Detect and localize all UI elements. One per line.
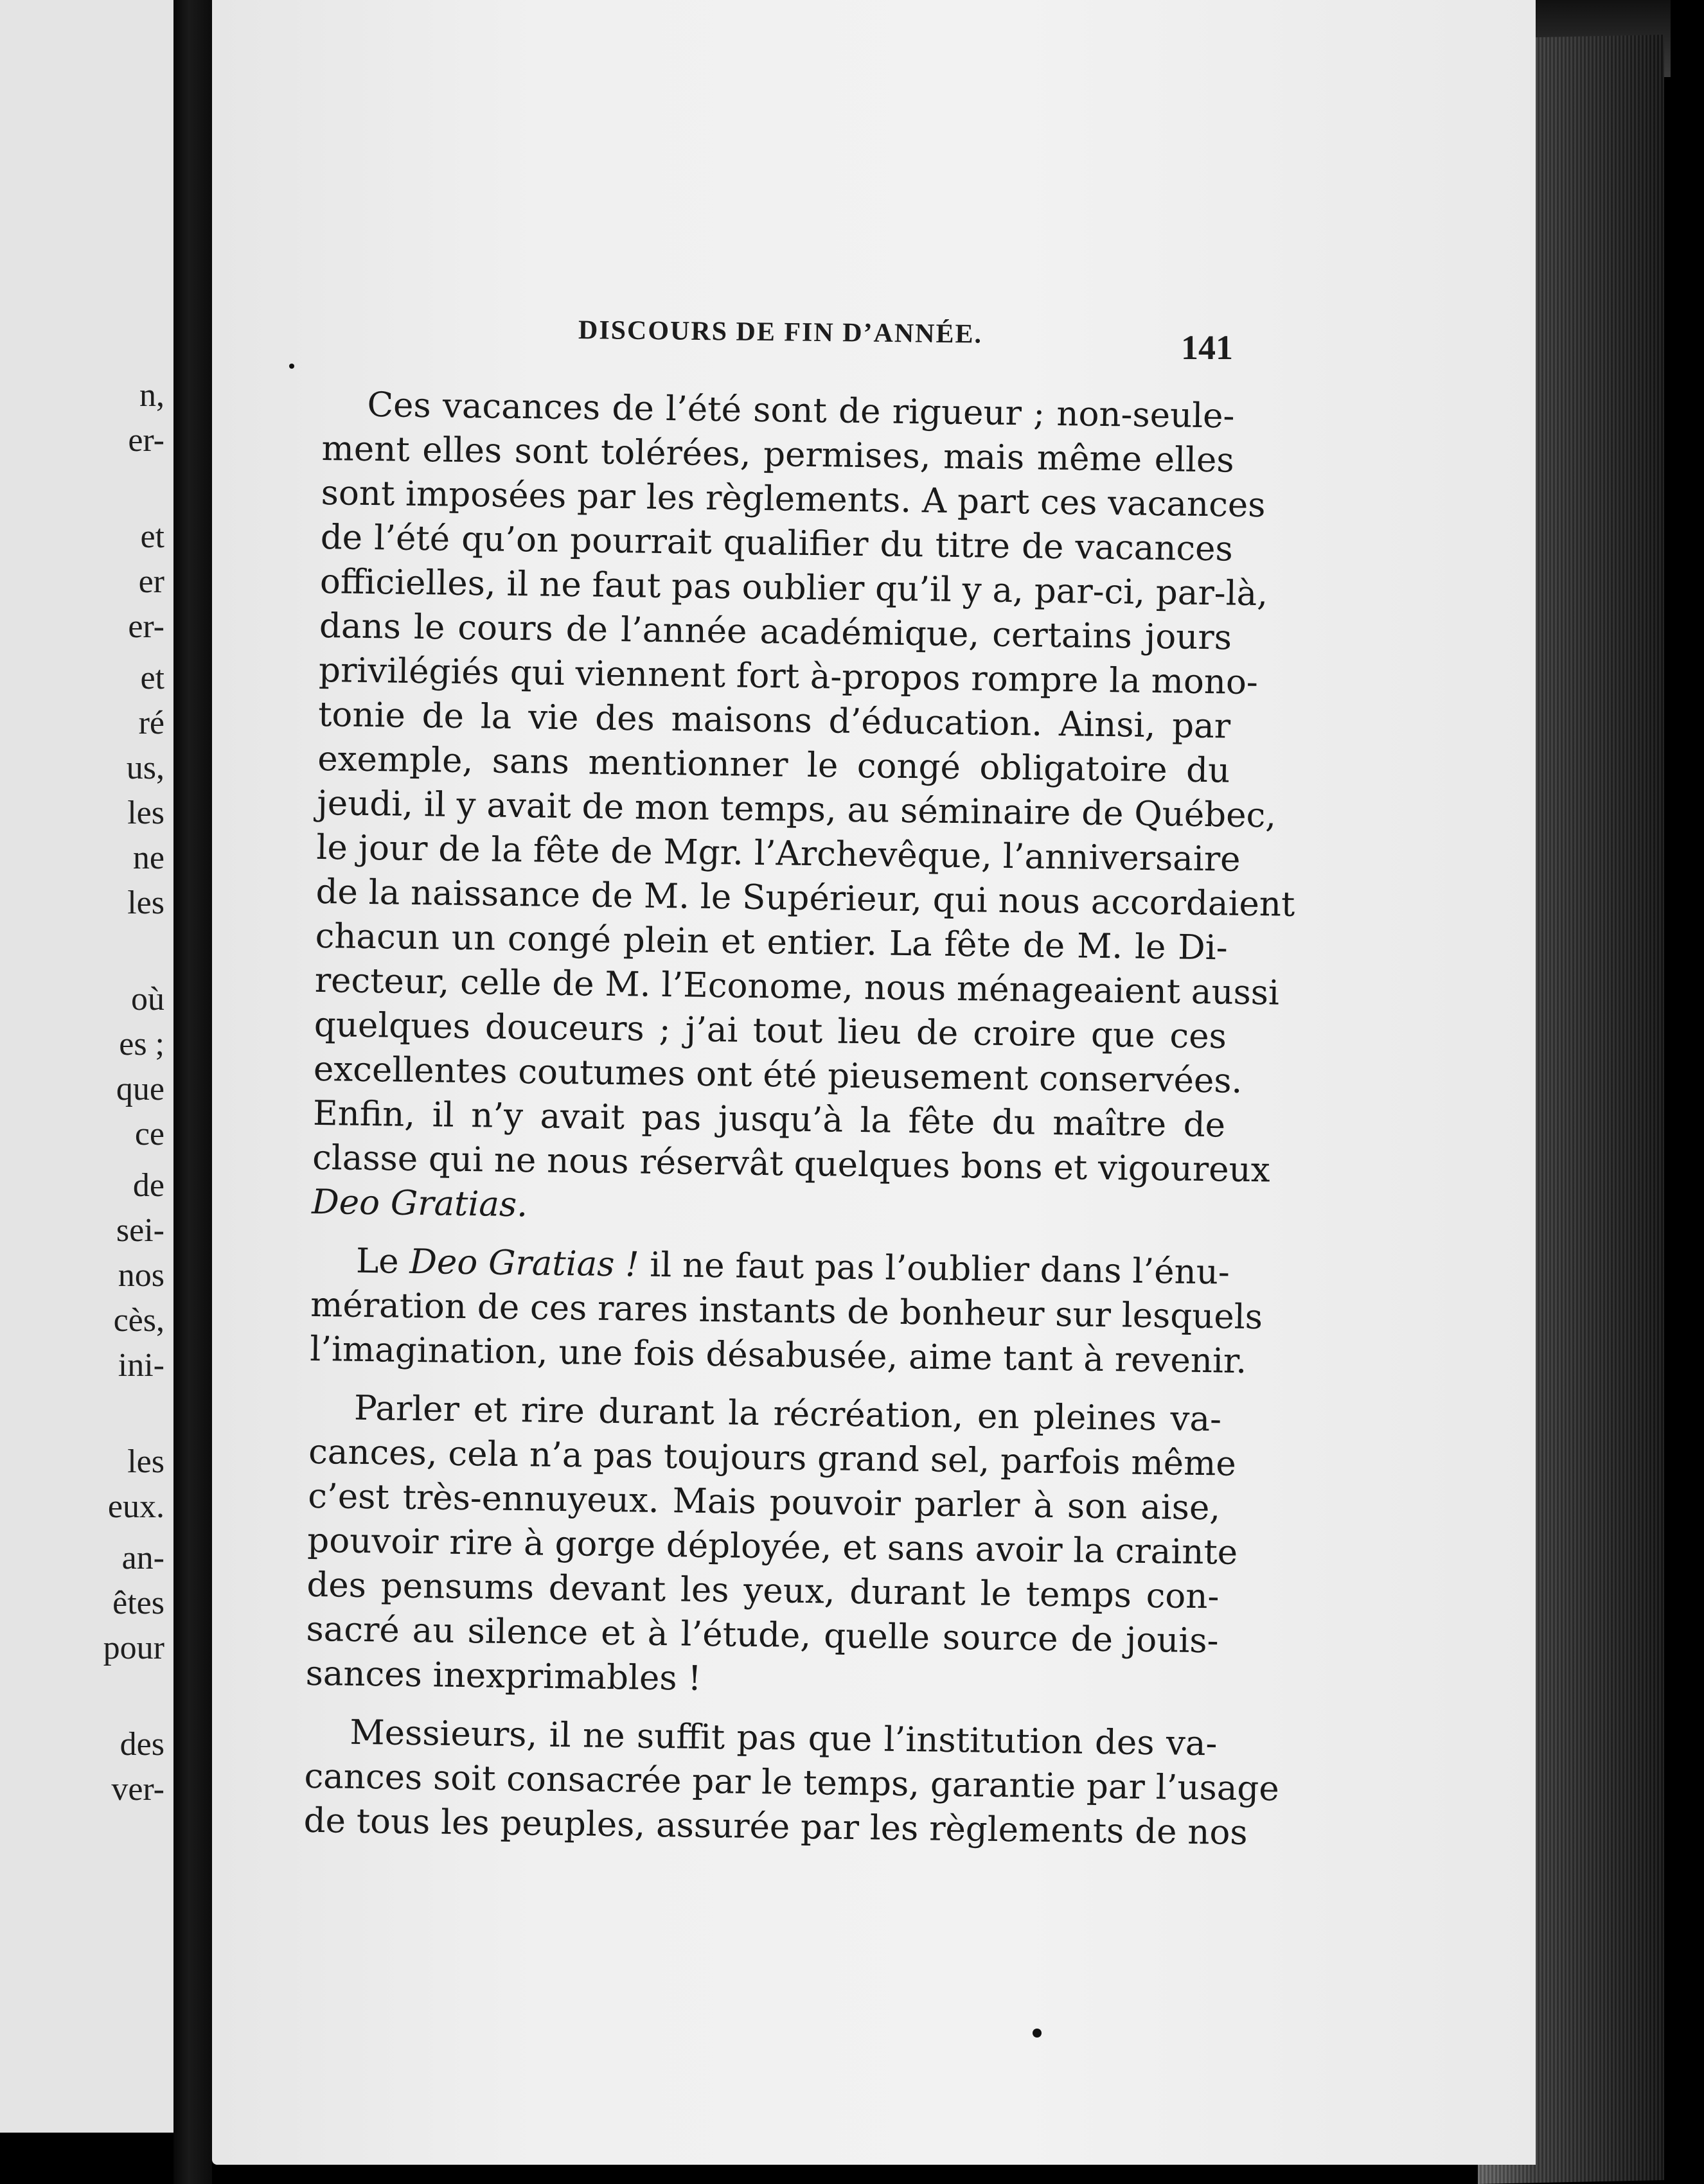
text-line: l’imagination, une fois désabusée, aime tant à revenir. xyxy=(309,1329,1247,1381)
facing-page-text-fragment: êtes xyxy=(112,1585,164,1621)
text-line: privilégiés qui viennent fort à-propos rompre la mono- xyxy=(318,650,1259,703)
text-line: des pensums devant les yeux, durant le temps con- xyxy=(306,1565,1220,1617)
facing-page-text-fragment: n, xyxy=(139,377,164,414)
facing-page-text-fragment: les xyxy=(127,1443,164,1480)
running-head: DISCOURS DE FIN D’ANNÉE. xyxy=(578,315,983,349)
text-line: sont imposées par les règlements. A part ces vacances xyxy=(321,473,1266,525)
facing-page-text-fragment: que xyxy=(116,1071,164,1107)
text-span-italic: Deo Gratias ! xyxy=(409,1242,639,1285)
text-line: jeudi, il y avait de mon temps, au séminaire de Québec, xyxy=(317,783,1277,836)
text-line: cances soit consacrée par le temps, garantie par l’usage xyxy=(304,1756,1280,1809)
facing-page-text-fragment: cès, xyxy=(113,1302,164,1339)
scan-border-right xyxy=(1671,0,1704,2184)
text-line: dans le cours de l’année académique, certains jours xyxy=(319,606,1232,658)
text-line: cances, cela n’a pas toujours grand sel, parfois même xyxy=(308,1432,1237,1484)
facing-page-text-fragment: eux. xyxy=(107,1488,164,1525)
facing-page-text-fragment: pour xyxy=(103,1630,164,1666)
page-number: 141 xyxy=(1181,328,1233,367)
facing-page-text-fragment: les xyxy=(127,885,164,921)
paragraph-3 xyxy=(305,1386,1238,1708)
text-line: mération de ces rares instants de bonheur sur lesquels xyxy=(310,1285,1263,1337)
text-line: pouvoir rire à gorge déployée, et sans avoir la crainte xyxy=(306,1520,1238,1572)
text-line: exemple, sans mentionner le congé obligatoire du xyxy=(317,739,1230,791)
facing-page-text-fragment: ver- xyxy=(111,1771,164,1808)
text-line: tonie de la vie des maisons d’éducation. Ainsi, par xyxy=(317,694,1231,746)
paragraph-1 xyxy=(311,382,1295,1236)
facing-page-text-fragment: es ; xyxy=(119,1026,164,1062)
facing-page-text-fragment: de xyxy=(132,1167,164,1204)
text-line: officielles, il ne faut pas oublier qu’il y a, par-ci, par-là, xyxy=(319,561,1268,614)
text-span: Le xyxy=(355,1241,410,1281)
text-line: de l’été qu’on pourrait qualifier du titre de vacances xyxy=(320,517,1234,569)
text-line: Enfin, il n’y avait pas jusqu’à la fête du maître de xyxy=(312,1093,1226,1145)
facing-page-text-fragment: ne xyxy=(132,840,164,876)
text-line: sances inexprimables ! xyxy=(305,1653,702,1698)
text-line: quelques douceurs ; j’ai tout lieu de croire que ces xyxy=(314,1005,1227,1057)
ink-speck xyxy=(289,364,294,369)
book-gutter xyxy=(173,0,212,2184)
facing-page-text-fragment: er- xyxy=(128,608,164,645)
facing-page-text-fragment: ce xyxy=(134,1116,164,1152)
text-line: de la naissance de M. le Supérieur, qui nous accordaient xyxy=(315,872,1295,924)
text-line: recteur, celle de M. l’Econome, nous ménageaient aussi xyxy=(314,960,1280,1013)
text-line: le jour de la fête de Mgr. l’Archevêque, l’anniversaire xyxy=(316,827,1241,879)
text-line: sacré au silence et à l’étude, quelle source de jouis- xyxy=(306,1609,1219,1661)
text-span: il ne faut pas l’oublier dans l’énu- xyxy=(639,1245,1230,1292)
paragraph-4 xyxy=(303,1710,1280,1855)
facing-page-text-fragment: et xyxy=(140,660,164,696)
text-line-italic: Deo Gratias. xyxy=(311,1182,528,1225)
text-line: c’est très-ennuyeux. Mais pouvoir parler à son aise, xyxy=(307,1476,1221,1528)
facing-page-text-fragment: où xyxy=(131,981,164,1017)
facing-page-text-fragment: us, xyxy=(126,750,164,786)
facing-page-text-fragment: er- xyxy=(128,422,164,459)
facing-page-text-fragment: er xyxy=(138,563,164,600)
text-line: chacun un congé plein et entier. La fête de M. le Di- xyxy=(315,916,1228,968)
text-line: Messieurs, il ne suffit pas que l’institution des va- xyxy=(350,1713,1218,1764)
facing-page-left xyxy=(0,0,173,2133)
facing-page-text-fragment: nos xyxy=(118,1257,164,1294)
text-line: Parler et rire durant la récréation, en pleines va- xyxy=(353,1388,1222,1440)
text-line: de tous les peuples, assurée par les règlements de nos xyxy=(303,1801,1248,1853)
ink-speck xyxy=(1033,2029,1042,2038)
facing-page-text-fragment: ini- xyxy=(118,1347,164,1384)
facing-page-text-fragment: et xyxy=(140,518,164,555)
text-line: Ces vacances de l’été sont de rigueur ; non-seule- xyxy=(367,385,1235,436)
facing-page-text-fragment: an- xyxy=(121,1540,164,1576)
facing-page-text-fragment: des xyxy=(120,1726,164,1763)
text-line: ment elles sont tolérées, permises, mais même elles xyxy=(321,428,1234,480)
facing-page-text-fragment: ré xyxy=(138,705,164,741)
paragraph-2 xyxy=(309,1238,1263,1384)
facing-page-text-fragment: les xyxy=(127,795,164,831)
text-line: classe qui ne nous réservât quelques bons et vigoureux xyxy=(312,1138,1270,1190)
body-text xyxy=(303,382,1295,1854)
facing-page-text-fragment: sei- xyxy=(116,1212,164,1249)
text-line: excellentes coutumes ont été pieusement conservées. xyxy=(313,1049,1243,1101)
